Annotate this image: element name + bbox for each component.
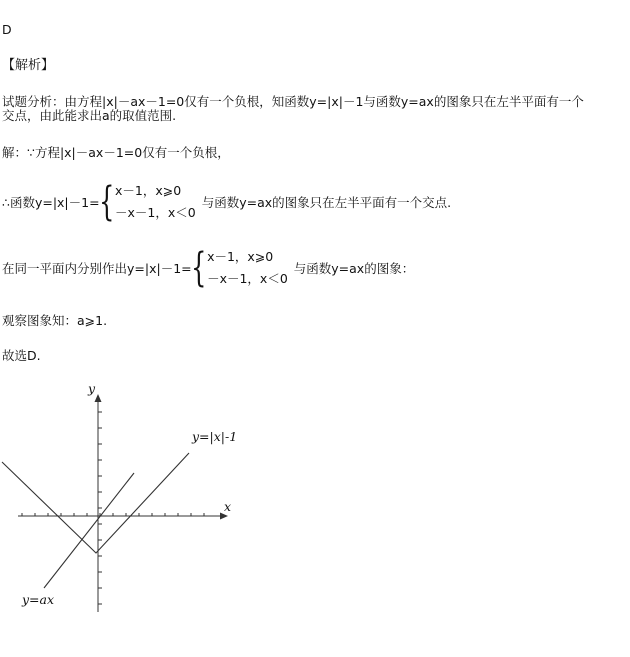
step2-prefix: 在同一平面内分别作出y=|x|－1= xyxy=(2,261,192,276)
brace-symbol: { xyxy=(190,245,206,291)
answer-letter: D xyxy=(2,22,12,37)
piecewise-cases xyxy=(207,246,288,290)
y-axis-label: y xyxy=(88,381,96,396)
step2-suffix: 与函数y=ax的图象： xyxy=(293,261,415,276)
case-negative: －x－1，x＜0 xyxy=(207,271,288,286)
function-graph xyxy=(0,376,260,621)
case-negative: －x－1，x＜0 xyxy=(115,205,196,220)
case-nonnegative: x－1，x⩾0 xyxy=(115,183,182,198)
step1-prefix: ∴函数y=|x|－1= xyxy=(2,195,100,210)
solution-intro: 解：∵方程|x|－ax－1=0仅有一个负根， xyxy=(2,145,230,160)
abs-curve-label: y=|x|-1 xyxy=(192,429,238,444)
piecewise-step-2 xyxy=(2,246,414,290)
observation: 观察图象知：a⩾1. xyxy=(2,313,108,328)
line-ax-label: y=ax xyxy=(22,592,55,607)
abs-curve xyxy=(2,453,189,553)
line-ax xyxy=(44,473,134,588)
analysis-line-2: 交点，由此能求出a的取值范围. xyxy=(2,108,177,123)
analysis-line-1: 试题分析：由方程|x|－ax－1=0仅有一个负根，知函数y=|x|－1与函数y=ax的图象只在左半平面有一个 xyxy=(2,94,584,109)
x-axis-label: x xyxy=(224,499,232,514)
y-axis-arrow xyxy=(95,394,102,402)
conclusion: 故选D. xyxy=(2,348,41,363)
piecewise-cases xyxy=(115,180,196,224)
case-nonnegative: x－1，x⩾0 xyxy=(207,249,274,264)
y-axis-ticks xyxy=(98,412,102,604)
brace-symbol: { xyxy=(98,179,114,225)
piecewise-step-1 xyxy=(2,180,451,224)
step1-suffix: 与函数y=ax的图象只在左半平面有一个交点. xyxy=(201,195,452,210)
section-title: 【解析】 xyxy=(2,58,55,73)
